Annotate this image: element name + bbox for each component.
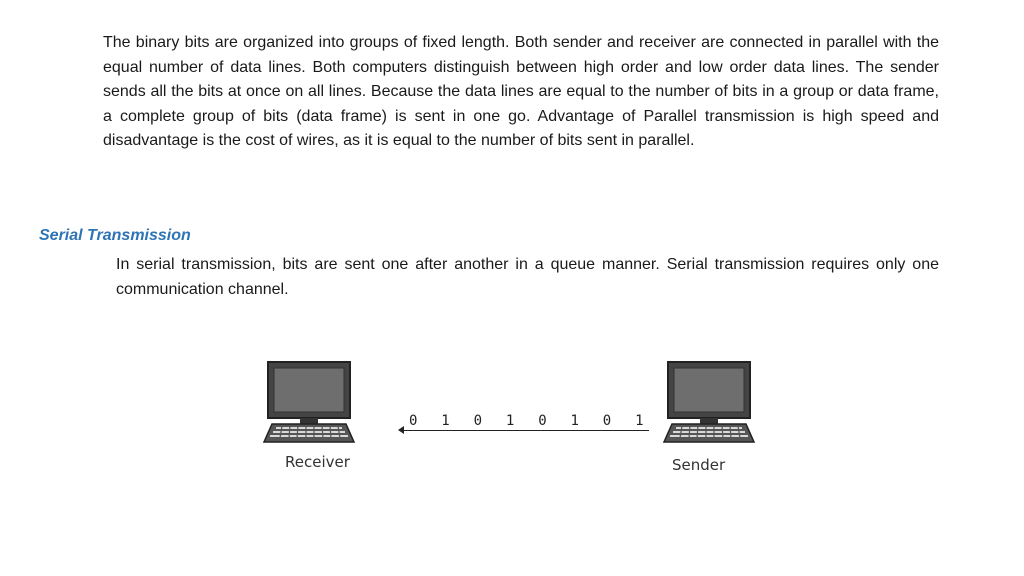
parallel-transmission-paragraph: The binary bits are organized into groups of fixed length. Both sender and receiver are connected in parallel with the equal number of data lines. Both computers distinguish between high order and low order data lines. The sender sends all the bits at once on all lines. Because the data lines are equal to the number of bits in a group or data frame, a complete group of bits (data frame) is sent in one go. Advantage of Parallel transmission is high speed and disadvantage is the cost of wires, as it is equal to the number of bits sent in parallel. (103, 34, 939, 150)
bit: 1 (505, 413, 515, 429)
receiver-label: Receiver (285, 453, 350, 471)
bit-sequence (409, 413, 667, 429)
serial-transmission-heading: Serial Transmission (39, 227, 191, 244)
transmission-line (402, 430, 649, 431)
sender-label: Sender (672, 456, 726, 474)
bit: 0 (602, 413, 612, 429)
bit: 0 (473, 413, 483, 429)
bit: 1 (570, 413, 579, 429)
sender-computer-icon (662, 360, 756, 444)
bit: 0 (409, 413, 418, 429)
receiver-computer-icon (262, 360, 356, 444)
bit: 1 (441, 413, 450, 429)
serial-transmission-paragraph: In serial transmission, bits are sent one after another in a queue manner. Serial transmission requires only one communication channel. (116, 256, 939, 298)
bit: 1 (635, 413, 644, 429)
bit: 0 (538, 413, 547, 429)
